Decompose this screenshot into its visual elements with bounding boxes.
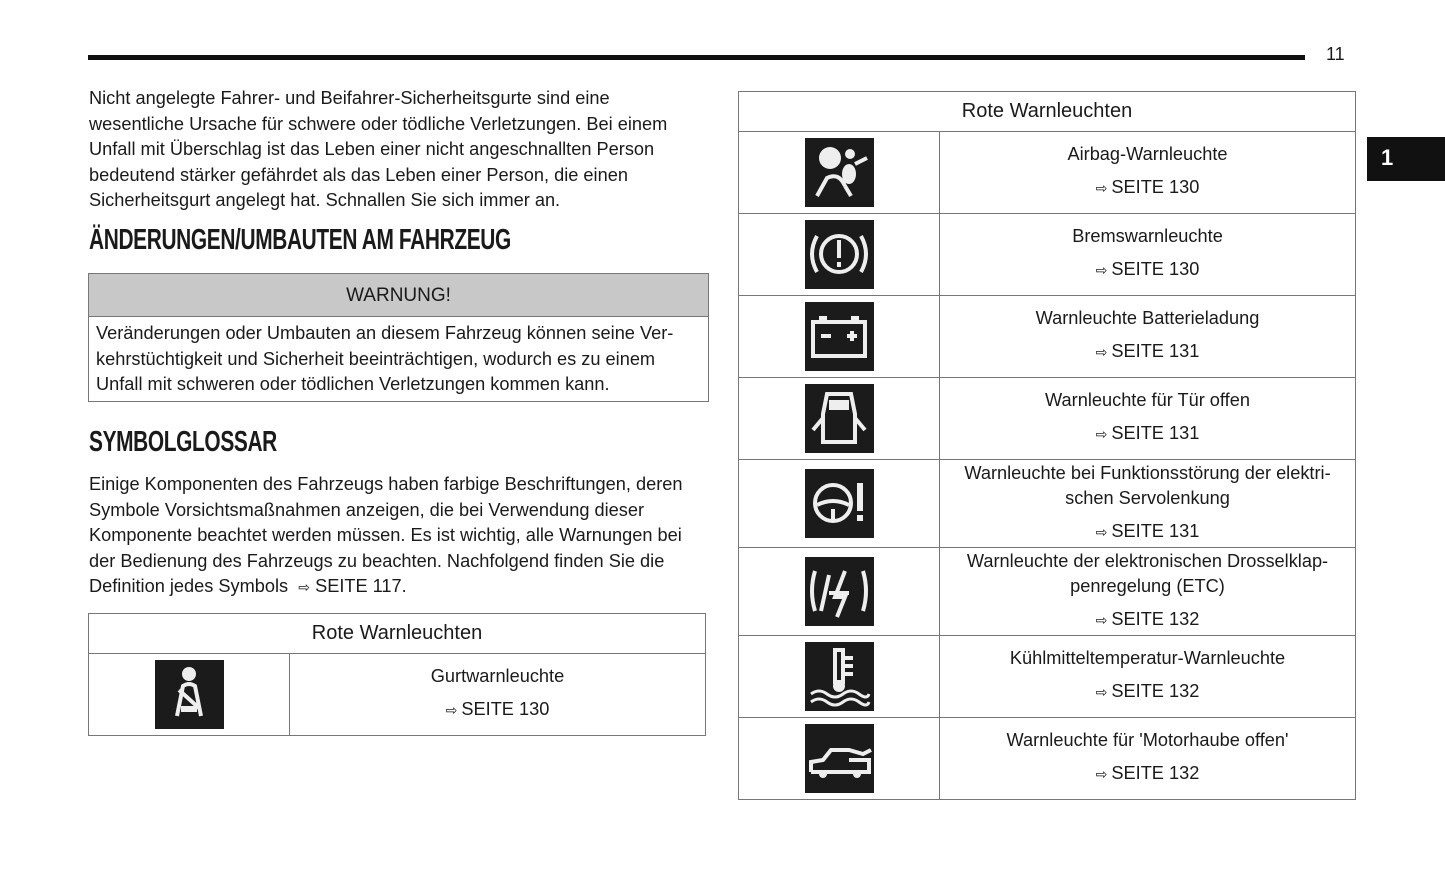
table-row (739, 636, 1356, 718)
description-cell (940, 296, 1356, 378)
coolant-temp-icon (805, 642, 874, 711)
warning-label: penregelung (ETC) (1070, 576, 1225, 596)
page-ref-link[interactable]: SEITE 131 (1111, 422, 1200, 443)
warning-label: Warnleuchte für Tür offen (1045, 390, 1250, 411)
icon-cell (739, 718, 940, 800)
hood-open-icon (805, 724, 874, 793)
battery-icon (805, 302, 874, 371)
description-cell (940, 214, 1356, 296)
description-cell (940, 378, 1356, 460)
warning-label: Warnleuchte für 'Motorhaube offen' (1006, 730, 1289, 751)
table-row (89, 654, 706, 736)
icon-cell (739, 548, 940, 636)
arrow-icon: ⇨ (1095, 683, 1108, 700)
airbag-icon (805, 138, 874, 207)
chapter-tab[interactable]: 1 (1367, 137, 1445, 181)
arrow-icon: ⇨ (1095, 261, 1108, 278)
glossary-paragraph (89, 472, 683, 601)
description-cell (940, 636, 1356, 718)
text-line: Unfall mit Überschlag ist das Leben einer nicht angeschnallten Person (89, 139, 655, 159)
arrow-icon: ⇨ (1095, 523, 1108, 540)
arrow-icon: ⇨ (445, 701, 458, 718)
text-line: Nicht angelegte Fahrer- und Beifahrer-Sicherheitsgurte sind eine (89, 88, 610, 108)
text-line: Unfall mit schweren oder tödlichen Verletzungen kommen kann. (96, 374, 610, 394)
arrow-icon: ⇨ (1095, 179, 1108, 196)
page-number: 11 (1326, 44, 1345, 64)
header-rule (88, 55, 1305, 60)
table-row (739, 460, 1356, 548)
heading-changes: ÄNDERUNGEN/UMBAUTEN AM FAHRZEUG (89, 224, 511, 256)
description-cell (940, 718, 1356, 800)
page-ref-link[interactable]: SEITE 130 (461, 698, 550, 719)
icon-cell (739, 460, 940, 548)
table-row (739, 296, 1356, 378)
description-cell (290, 654, 706, 736)
table-row (739, 548, 1356, 636)
arrow-icon: ⇨ (1095, 425, 1108, 442)
table-row (739, 132, 1356, 214)
description-cell (940, 548, 1356, 636)
text-line: Veränderungen oder Umbauten an diesem Fahrzeug können seine Ver- (96, 323, 674, 343)
text-line: Komponente beachtet werden müssen. Es ist wichtig, alle Warnungen bei (89, 525, 682, 545)
warning-label: schen Servolenkung (1065, 488, 1230, 508)
heading-glossary: SYMBOLGLOSSAR (89, 426, 277, 458)
page-ref-link[interactable]: SEITE 130 (1111, 258, 1200, 279)
power-steering-icon (805, 469, 874, 538)
text-line: wesentliche Ursache für schwere oder tödliche Verletzungen. Bei einem (89, 113, 668, 134)
description-cell (940, 460, 1356, 548)
icon-cell (739, 378, 940, 460)
arrow-icon: ⇨ (1095, 343, 1108, 360)
page-ref-link[interactable]: SEITE 130 (1111, 176, 1200, 197)
warning-box (88, 273, 709, 402)
table-row (739, 718, 1356, 800)
warning-title: WARNUNG! (89, 274, 708, 317)
text-line: der Bedienung des Fahrzeugs zu beachten. Nachfolgend finden Sie die (89, 550, 665, 571)
page-ref-link[interactable]: SEITE 132 (1111, 762, 1200, 783)
icon-cell (739, 214, 940, 296)
page-ref-link[interactable]: SEITE 132 (1111, 608, 1200, 629)
text-line: Einige Komponenten des Fahrzeugs haben farbige Beschriftungen, deren (89, 474, 683, 494)
warning-label: Warnleuchte der elektronischen Drosselklap- (966, 550, 1329, 571)
icon-cell (739, 132, 940, 214)
description-cell (940, 132, 1356, 214)
text-line: Definition jedes Symbols (89, 576, 289, 596)
arrow-icon: ⇨ (1095, 611, 1108, 628)
table-row (739, 378, 1356, 460)
door-open-icon (805, 384, 874, 453)
icon-cell (89, 654, 290, 736)
page-ref-link[interactable]: SEITE 117. (315, 576, 407, 596)
warning-label: Warnleuchte Batterieladung (1035, 308, 1260, 329)
text-line: kehrstüchtigkeit und Sicherheit beeinträchtigen, wodurch es zu einem (96, 348, 656, 369)
right-warning-table (738, 91, 1356, 800)
warning-label: Warnleuchte bei Funktionsstörung der elektri- (964, 462, 1331, 483)
table-row (739, 214, 1356, 296)
warning-label: Kühlmitteltemperatur-Warnleuchte (1009, 648, 1286, 669)
arrow-icon: ⇨ (298, 579, 310, 595)
text-line: Symbole Vorsichtsmaßnahmen anzeigen, die bei Verwendung dieser (89, 499, 645, 520)
table-header: Rote Warnleuchten (739, 92, 1356, 132)
throttle-control-icon (805, 557, 874, 626)
warning-label: Gurtwarnleuchte (430, 666, 565, 687)
icon-cell (739, 636, 940, 718)
table-header: Rote Warnleuchten (89, 614, 706, 654)
warning-label: Bremswarnleuchte (1072, 226, 1223, 247)
left-warning-table (88, 613, 706, 736)
intro-paragraph (89, 86, 667, 214)
text-line: bedeutend stärker gefährdet als das Leben einer Person, die einen (89, 164, 628, 185)
arrow-icon: ⇨ (1095, 765, 1108, 782)
warning-label: Airbag-Warnleuchte (1067, 144, 1228, 165)
icon-cell (739, 296, 940, 378)
page-ref-link[interactable]: SEITE 131 (1111, 520, 1200, 541)
brake-icon (805, 220, 874, 289)
page-ref-link[interactable]: SEITE 132 (1111, 680, 1200, 701)
text-line: Sicherheitsgurt angelegt hat. Schnallen Sie sich immer an. (89, 190, 561, 210)
page-ref-link[interactable]: SEITE 131 (1111, 340, 1200, 361)
seatbelt-icon (155, 660, 224, 729)
